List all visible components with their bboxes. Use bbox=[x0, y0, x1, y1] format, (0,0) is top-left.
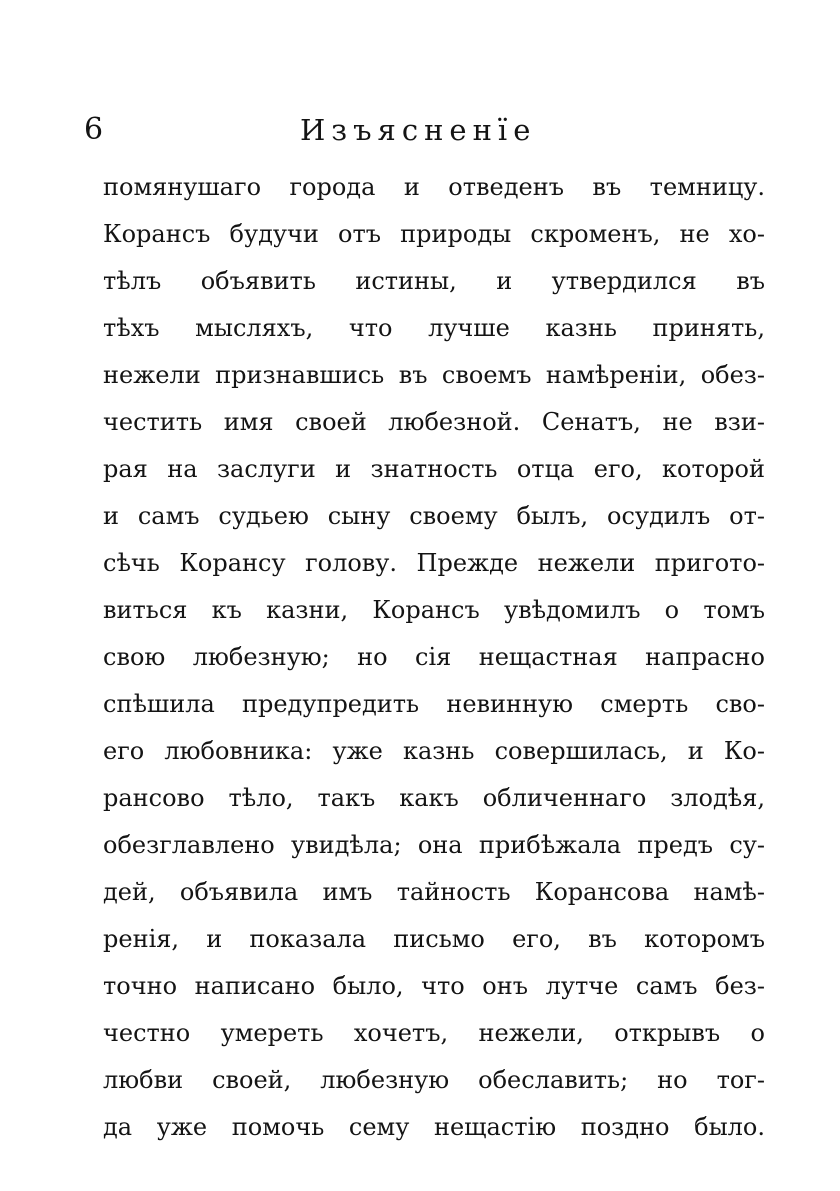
text-line: да уже помочь сему нещастію поздно было. bbox=[103, 1113, 765, 1141]
text-line: рая на заслуги и знатность отца его, которой bbox=[103, 455, 765, 483]
text-body bbox=[103, 164, 765, 1151]
text-line: нежели признавшись въ своемъ намѣреніи, обез- bbox=[103, 361, 765, 389]
text-line: точно написано было, что онъ лутче самъ без- bbox=[103, 972, 765, 1000]
text-line: тѣлъ объявить истины, и утвердился въ bbox=[103, 267, 765, 295]
text-line: помянушаго города и отведенъ въ темницу. bbox=[103, 173, 765, 201]
text-line: виться къ казни, Корансъ увѣдомилъ о томъ bbox=[103, 596, 765, 624]
text-line: и самъ судьею сыну своему былъ, осудилъ от- bbox=[103, 502, 765, 530]
text-line: любви своей, любезную обеславить; но тог- bbox=[103, 1066, 765, 1094]
page-number: 6 bbox=[84, 112, 104, 147]
text-line: сѣчь Корансу голову. Прежде нежели пригото- bbox=[103, 549, 765, 577]
text-line: свою любезную; но сія нещастная напрасно bbox=[103, 643, 765, 671]
running-head: Изъясненїе bbox=[300, 113, 537, 147]
text-line: спѣшила предупредить невинную смерть сво- bbox=[103, 690, 765, 718]
text-line: обезглавлено увидѣла; она прибѣжала предъ су- bbox=[103, 831, 765, 859]
text-line: честно умереть хочетъ, нежели, открывъ о bbox=[103, 1019, 765, 1047]
text-line: его любовника: уже казнь совершилась, и Ко- bbox=[103, 737, 765, 765]
text-line: дей, объявила имъ тайность Корансова намѣ- bbox=[103, 878, 765, 906]
text-line: рансово тѣло, такъ какъ обличеннаго злодѣя, bbox=[103, 784, 765, 812]
text-line: тѣхъ мысляхъ, что лучше казнь принять, bbox=[103, 314, 765, 342]
text-line: ренія, и показала письмо его, въ которомъ bbox=[103, 925, 765, 953]
text-line: честить имя своей любезной. Сенатъ, не взи- bbox=[103, 408, 765, 436]
text-line: Корансъ будучи отъ природы скроменъ, не хо- bbox=[103, 220, 765, 248]
